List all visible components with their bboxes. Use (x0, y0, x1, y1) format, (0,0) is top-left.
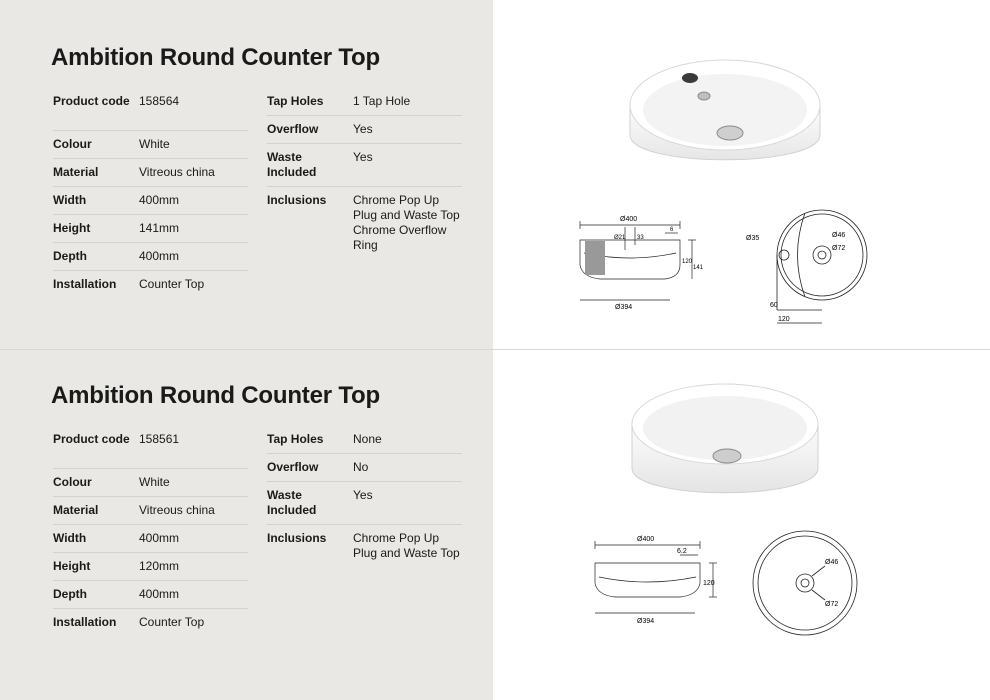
spec-row-overflow (267, 454, 462, 482)
spec-key: Material (53, 165, 99, 179)
spec-row-width (53, 525, 248, 553)
spec-value: Yes (353, 122, 373, 136)
spec-row-tap-holes (267, 426, 462, 454)
spec-value: Chrome Pop Up Plug and Waste Top Chrome Overflow Ring (353, 193, 460, 252)
spec-row-colour (53, 469, 248, 497)
spec-value: Yes (353, 488, 373, 502)
basin-photo (620, 376, 830, 511)
spec-row-depth (53, 581, 248, 609)
spec-row-overflow (267, 116, 462, 144)
spec-value: Counter Top (139, 277, 205, 291)
spec-key: Tap Holes (267, 94, 324, 108)
spec-value: None (353, 432, 382, 446)
spec-key: Overflow (267, 122, 319, 136)
spec-row-inclusions (267, 187, 462, 259)
spec-value: Vitreous china (139, 503, 215, 517)
spec-value: 120mm (139, 559, 180, 573)
dim-label: Ø400 (620, 216, 638, 223)
spec-key: Waste Included (267, 488, 317, 517)
spec-row-inclusions (267, 525, 462, 567)
side-elevation-drawing (570, 205, 704, 315)
dim-label: Ø46 (832, 232, 846, 239)
tap-hole-icon (682, 73, 698, 83)
spec-value: 400mm (139, 587, 180, 601)
spec-row-waste-included (267, 144, 462, 187)
spec-table-left (53, 88, 248, 298)
spec-key: Height (53, 559, 91, 573)
spec-key: Product code (53, 94, 130, 108)
spec-row-height (53, 215, 248, 243)
dim-label: 120 (682, 259, 693, 265)
spec-value: 400mm (139, 193, 180, 207)
spec-row-waste-included (267, 482, 462, 525)
spec-row-width (53, 187, 248, 215)
product-title: Ambition Round Counter Top (51, 382, 380, 409)
spec-value: 1 Tap Hole (353, 94, 411, 108)
dim-label: 6.2 (677, 548, 687, 555)
dim-label: Ø72 (825, 601, 839, 608)
waste-icon (717, 126, 743, 140)
spec-row-tap-holes (267, 88, 462, 116)
spec-key: Inclusions (267, 193, 327, 207)
spec-table-left (53, 426, 248, 636)
spec-row-product-code (53, 88, 248, 131)
spec-value: White (139, 137, 170, 151)
spec-value: Vitreous china (139, 165, 215, 179)
spec-key: Tap Holes (267, 432, 324, 446)
dim-label: Ø394 (615, 304, 633, 311)
dim-label: 33 (637, 235, 644, 241)
plan-view-drawing (740, 205, 870, 335)
spec-key: Waste Included (267, 150, 317, 179)
spec-row-height (53, 553, 248, 581)
spec-value: Counter Top (139, 615, 205, 629)
spec-key: Colour (53, 137, 92, 151)
dim-label: Ø394 (637, 618, 655, 625)
spec-table-right (267, 426, 462, 567)
dim-label: 6 (670, 227, 674, 233)
spec-key: Depth (53, 587, 87, 601)
spec-key: Depth (53, 249, 87, 263)
spec-key: Height (53, 221, 91, 235)
dim-label: Ø400 (637, 536, 655, 543)
spec-table-right (267, 88, 462, 259)
spec-key: Colour (53, 475, 92, 489)
waste-icon (713, 449, 741, 463)
spec-row-colour (53, 131, 248, 159)
spec-value: No (353, 460, 369, 474)
dim-label: Ø72 (832, 245, 846, 252)
spec-key: Material (53, 503, 99, 517)
spec-row-depth (53, 243, 248, 271)
spec-value: 400mm (139, 531, 180, 545)
dim-label: Ø35 (746, 235, 760, 242)
spec-key: Overflow (267, 460, 319, 474)
spec-key: Installation (53, 615, 117, 629)
spec-key: Width (53, 531, 87, 545)
spec-row-installation (53, 609, 248, 636)
dim-label: 60 (770, 302, 778, 309)
side-elevation-drawing (585, 533, 725, 628)
spec-row-material (53, 159, 248, 187)
dim-label: 120 (703, 580, 715, 587)
spec-key: Product code (53, 432, 130, 446)
dim-label: 120 (778, 316, 790, 323)
spec-value: Chrome Pop Up Plug and Waste Top (353, 531, 460, 560)
spec-key: Width (53, 193, 87, 207)
spec-value: 141mm (139, 221, 180, 235)
spec-row-product-code (53, 426, 248, 469)
dim-label: Ø46 (825, 559, 839, 566)
dim-label: Ø21 (614, 235, 626, 241)
product-title: Ambition Round Counter Top (51, 44, 380, 71)
spec-key: Inclusions (267, 531, 327, 545)
spec-value: Yes (353, 150, 373, 164)
spec-value: 400mm (139, 249, 180, 263)
dim-label: 141 (693, 265, 704, 271)
spec-row-installation (53, 271, 248, 298)
plan-view-drawing (745, 528, 875, 648)
spec-value: 158561 (139, 432, 180, 446)
spec-key: Installation (53, 277, 117, 291)
basin-photo (620, 50, 830, 185)
product-section-2 (0, 338, 990, 688)
spec-row-material (53, 497, 248, 525)
spec-value: White (139, 475, 170, 489)
spec-value: 158564 (139, 94, 180, 108)
